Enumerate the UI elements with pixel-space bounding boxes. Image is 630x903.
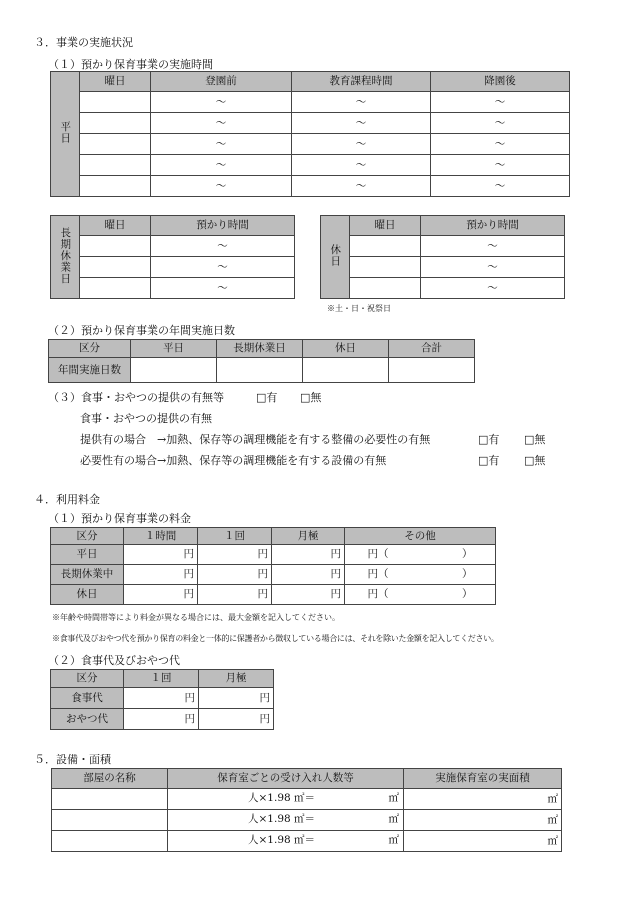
header-monthly: 月極 (199, 670, 274, 688)
tilde: ～ (431, 92, 570, 113)
tilde: ～ (151, 134, 292, 155)
header-monthly: 月極 (272, 528, 345, 545)
header-total: 合計 (389, 340, 475, 358)
tilde: ～ (431, 176, 570, 197)
tilde: ～ (431, 155, 570, 176)
section-3-3-title: （３）食事・おやつの提供の有無等 (48, 391, 224, 404)
other-cell[interactable]: 円（ ） (345, 585, 496, 605)
header-area: 実施保育室の実面積 (404, 769, 562, 789)
tilde: ～ (292, 155, 431, 176)
cell-input[interactable] (389, 358, 475, 383)
other-cell[interactable]: 円（ ） (345, 545, 496, 565)
tilde: ～ (151, 113, 292, 134)
header-after: 降園後 (431, 72, 570, 92)
checkbox-yes[interactable]: □有 (478, 433, 500, 446)
annual-days-label: 年間実施日数 (49, 358, 131, 383)
formula-text: 人×1.98 ㎡＝ (248, 792, 316, 804)
formula-text: 人×1.98 ㎡＝ (248, 813, 316, 825)
tilde: ～ (292, 92, 431, 113)
checkbox-no[interactable]: □無 (524, 454, 546, 467)
cell-input[interactable] (217, 358, 303, 383)
header-youbi: 曜日 (80, 72, 151, 92)
holiday-label: 休日 (329, 244, 342, 268)
fee-table (50, 527, 496, 605)
formula-text: 人×1.98 ㎡＝ (248, 834, 316, 846)
cell-input[interactable] (80, 236, 151, 257)
cell-input[interactable] (350, 236, 421, 257)
long-vacation-table (50, 215, 295, 299)
tilde: ～ (292, 113, 431, 134)
cell-input[interactable] (80, 278, 151, 299)
fee-row-label: 平日 (51, 545, 124, 565)
area-cell[interactable]: ㎡ (404, 810, 562, 831)
checkbox-yes[interactable]: □有 (256, 391, 278, 404)
header-holiday: 休日 (303, 340, 389, 358)
fee-row-label: 長期休業中 (51, 565, 124, 585)
question-provide-meal: 食事・おやつの提供の有無 (80, 412, 212, 425)
area-cell[interactable]: ㎡ (404, 789, 562, 810)
tilde: ～ (421, 278, 565, 299)
header-hours: 預かり時間 (151, 216, 295, 236)
yen-cell[interactable]: 円 (198, 565, 272, 585)
header-other: その他 (345, 528, 496, 545)
capacity-cell[interactable] (168, 810, 404, 831)
tilde: ～ (292, 176, 431, 197)
header-once: １回 (124, 670, 199, 688)
header-kubun: 区分 (51, 670, 124, 688)
yen-cell[interactable]: 円 (272, 545, 345, 565)
fee-note-2: ※食事代及びおやつ代を預かり保育の料金と一体的に保護者から徴収している場合には、それを除いた金額を記入してください。 (52, 634, 499, 643)
unit-text: ㎡ (388, 792, 399, 804)
section-4-1-title: （１）預かり保育事業の料金 (48, 512, 191, 525)
cell-input[interactable] (80, 155, 151, 176)
question-has-cooking: 必要性有の場合→加熱、保存等の調理機能を有する設備の有無 (80, 454, 387, 467)
header-kubun: 区分 (51, 528, 124, 545)
tilde: ～ (421, 236, 565, 257)
yen-cell[interactable]: 円 (124, 688, 199, 709)
question-need-cooking: 提供有の場合 →加熱、保存等の調理機能を有する整備の必要性の有無 (80, 433, 431, 446)
section-3-1-title: （１）預かり保育事業の実施時間 (48, 58, 213, 71)
checkbox-no[interactable]: □無 (524, 433, 546, 446)
header-before: 登園前 (151, 72, 292, 92)
checkbox-yes[interactable]: □有 (478, 454, 500, 467)
yen-cell[interactable]: 円 (124, 585, 198, 605)
tilde: ～ (431, 134, 570, 155)
weekday-hours-table (50, 71, 570, 197)
header-once: １回 (198, 528, 272, 545)
cell-input[interactable] (350, 278, 421, 299)
unit-text: ㎡ (388, 834, 399, 846)
tilde: ～ (151, 257, 295, 278)
cell-input[interactable] (80, 257, 151, 278)
tilde: ～ (151, 176, 292, 197)
room-name-input[interactable] (52, 810, 168, 831)
header-room-name: 部屋の名称 (52, 769, 168, 789)
meal-fee-table (50, 669, 274, 730)
other-cell[interactable]: 円（ ） (345, 565, 496, 585)
header-education: 教育課程時間 (292, 72, 431, 92)
holiday-table (320, 215, 565, 299)
annual-days-table (48, 339, 475, 383)
room-name-input[interactable] (52, 789, 168, 810)
yen-cell[interactable]: 円 (272, 565, 345, 585)
section-5-title: ５．設備・面積 (34, 753, 111, 766)
section-3-2-title: （２）預かり保育事業の年間実施日数 (48, 324, 235, 337)
yen-cell[interactable]: 円 (124, 709, 199, 730)
cell-input[interactable] (80, 134, 151, 155)
holiday-note: ※土・日・祝祭日 (327, 304, 391, 313)
weekday-label: 平日 (59, 121, 72, 145)
facility-table (51, 768, 562, 852)
unit-text: ㎡ (388, 813, 399, 825)
cell-input[interactable] (350, 257, 421, 278)
header-capacity: 保育室ごとの受け入れ人数等 (168, 769, 404, 789)
yen-cell[interactable]: 円 (124, 565, 198, 585)
fee-note-1: ※年齢や時間帯等により料金が異なる場合には、最大金額を記入してください。 (52, 613, 340, 622)
long-vacation-label: 長期休業日 (59, 227, 72, 285)
header-youbi: 曜日 (80, 216, 151, 236)
fee-row-label: 休日 (51, 585, 124, 605)
header-youbi: 曜日 (350, 216, 421, 236)
tilde: ～ (292, 134, 431, 155)
checkbox-no[interactable]: □無 (300, 391, 322, 404)
capacity-cell[interactable] (168, 789, 404, 810)
yen-cell[interactable]: 円 (198, 585, 272, 605)
tilde: ～ (421, 257, 565, 278)
header-long: 長期休業日 (217, 340, 303, 358)
header-weekday: 平日 (131, 340, 217, 358)
room-name-input[interactable] (52, 831, 168, 852)
section-4-2-title: （２）食事代及びおやつ代 (48, 654, 180, 667)
cell-input[interactable] (80, 176, 151, 197)
cell-input[interactable] (80, 92, 151, 113)
cell-input[interactable] (303, 358, 389, 383)
capacity-cell[interactable] (168, 831, 404, 852)
cell-input[interactable] (80, 113, 151, 134)
header-kubun: 区分 (49, 340, 131, 358)
header-hour: １時間 (124, 528, 198, 545)
tilde: ～ (151, 155, 292, 176)
meal-row-label: 食事代 (51, 688, 124, 709)
yen-cell[interactable]: 円 (124, 545, 198, 565)
tilde: ～ (431, 113, 570, 134)
section-3-title: ３．事業の実施状況 (34, 36, 133, 49)
yen-cell[interactable]: 円 (199, 709, 274, 730)
section-4-title: ４．利用料金 (34, 493, 100, 506)
yen-cell[interactable]: 円 (198, 545, 272, 565)
tilde: ～ (151, 92, 292, 113)
tilde: ～ (151, 236, 295, 257)
tilde: ～ (151, 278, 295, 299)
header-hours: 預かり時間 (421, 216, 565, 236)
yen-cell[interactable]: 円 (272, 585, 345, 605)
yen-cell[interactable]: 円 (199, 688, 274, 709)
meal-row-label: おやつ代 (51, 709, 124, 730)
cell-input[interactable] (131, 358, 217, 383)
area-cell[interactable]: ㎡ (404, 831, 562, 852)
